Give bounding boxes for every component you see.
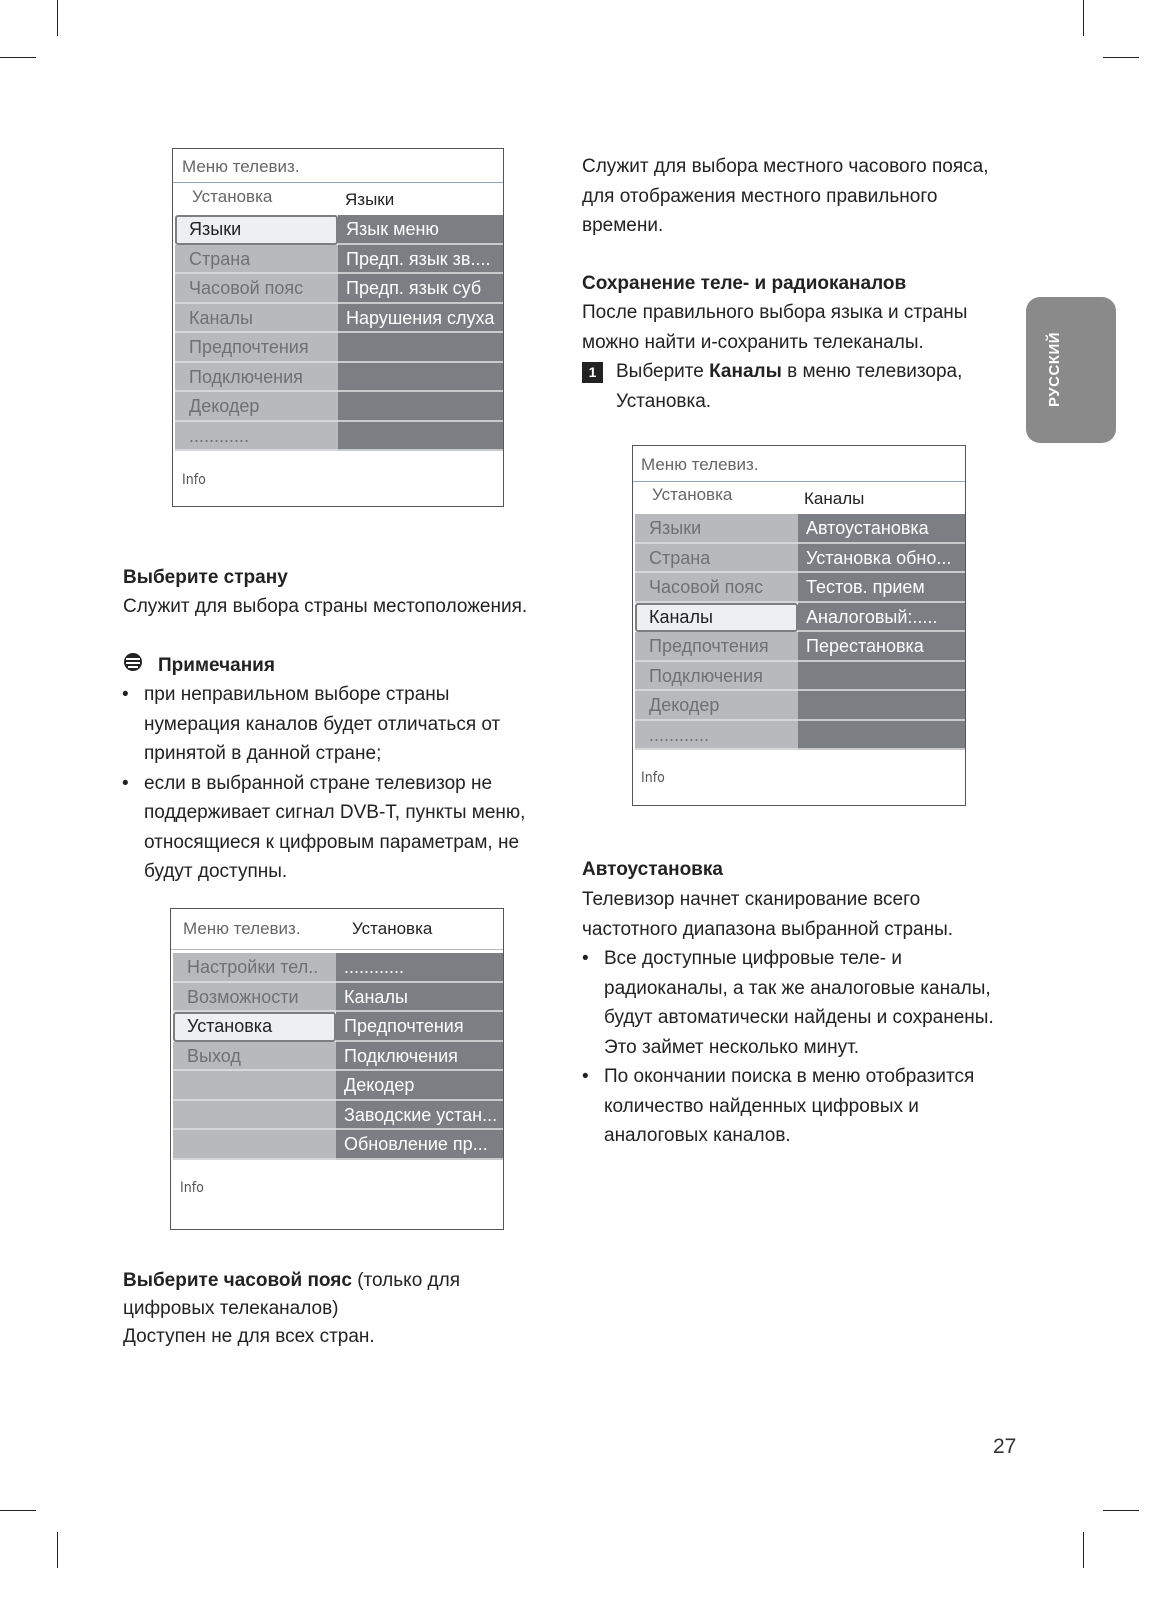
submenu-item[interactable]: Предпочтения	[336, 1012, 503, 1042]
menu-item-selected[interactable]: Установка	[173, 1012, 336, 1042]
submenu-item[interactable]	[338, 392, 503, 422]
menu-info: Info	[182, 472, 206, 488]
menu-title: Меню телевиз.	[641, 455, 759, 474]
menu-breadcrumb-right: Каналы	[804, 489, 865, 508]
menu-title-right: Установка	[352, 919, 433, 938]
step-1	[582, 357, 1002, 416]
note-item: • при неправильном выборе страны нумерация каналов будет отличаться от принятой в данной стране;	[122, 680, 542, 769]
menu-item[interactable]: ............	[635, 721, 798, 751]
submenu-item[interactable]: Язык меню	[338, 215, 503, 245]
crop-mark	[1103, 1510, 1139, 1511]
step-suffix: в меню телевизора, Установка.	[616, 361, 963, 412]
menu-divider	[633, 481, 965, 482]
submenu-item[interactable]	[798, 721, 965, 751]
submenu-item[interactable]	[338, 333, 503, 363]
submenu-item[interactable]: ............	[336, 953, 503, 983]
submenu-item[interactable]: Заводские устан...	[336, 1101, 503, 1131]
auto-text: Телевизор начнет сканирование всего частотного диапазона выбранной страны.	[582, 889, 954, 940]
menu-breadcrumb-left: Установка	[192, 187, 273, 206]
menu-item[interactable]: ............	[175, 422, 338, 452]
crop-mark	[1083, 0, 1084, 36]
page-number: 27	[993, 1435, 1017, 1458]
country-heading: Выберите страну	[123, 567, 288, 588]
menu-item[interactable]: Выход	[173, 1042, 336, 1072]
submenu-item[interactable]: Тестов. прием	[798, 573, 965, 603]
auto-bullet-item: • По окончании поиска в меню отобразится количество найденных цифровых и аналоговых каналов.	[582, 1062, 1012, 1151]
step-text	[582, 357, 1002, 416]
submenu-item[interactable]: Декодер	[336, 1071, 503, 1101]
menu-item[interactable]: Подключения	[175, 363, 338, 393]
tv-menu-channels	[632, 445, 966, 806]
menu-item[interactable]: Настройки тел..	[173, 953, 336, 983]
submenu-item[interactable]: Каналы	[336, 983, 503, 1013]
submenu-item[interactable]: Предп. язык суб	[338, 274, 503, 304]
menu-item[interactable]: Часовой пояс	[635, 573, 798, 603]
step-bold: Каналы	[709, 361, 782, 382]
menu-item-selected[interactable]: Языки	[175, 215, 338, 245]
step-prefix: Выберите	[616, 361, 710, 382]
submenu-item[interactable]	[798, 691, 965, 721]
menu-breadcrumb-right: Языки	[345, 190, 395, 209]
auto-heading: Автоустановка	[582, 859, 723, 880]
crop-mark	[57, 1532, 58, 1568]
menu-title: Меню телевиз.	[182, 157, 300, 176]
menu-item[interactable]: Возможности	[173, 983, 336, 1013]
submenu-item[interactable]	[798, 662, 965, 692]
submenu-item[interactable]: Предп. язык зв....	[338, 245, 503, 275]
menu-item[interactable]: Предпочтения	[635, 632, 798, 662]
notes-list	[122, 680, 542, 887]
submenu-item[interactable]	[338, 422, 503, 452]
menu-divider	[173, 182, 503, 183]
language-tab	[1026, 297, 1116, 443]
menu-item[interactable]: Декодер	[635, 691, 798, 721]
crop-mark	[57, 0, 58, 36]
menu-item[interactable]	[173, 1130, 336, 1160]
country-text: Служит для выбора страны местоположения.	[123, 596, 528, 617]
crop-mark	[1103, 57, 1139, 58]
timezone-text: Доступен не для всех стран.	[123, 1326, 375, 1347]
timezone-heading	[123, 1267, 543, 1323]
submenu-item[interactable]: Аналоговый:.....	[798, 603, 965, 633]
menu-info: Info	[180, 1180, 204, 1196]
menu-item[interactable]: Каналы	[175, 304, 338, 334]
menu-divider	[171, 949, 503, 950]
auto-bullet-item: • Все доступные цифровые теле- и радиоканалы, а так же аналоговые каналы, будут автоматически найдены и сохранены. Это займет несколько минут.	[582, 944, 1012, 1062]
tv-menu-languages	[172, 148, 504, 507]
submenu-item[interactable]: Перестановка	[798, 632, 965, 662]
crop-mark	[0, 1510, 36, 1511]
submenu-item[interactable]	[338, 363, 503, 393]
step-number: 1	[582, 362, 603, 383]
submenu-item[interactable]: Нарушения слуха	[338, 304, 503, 334]
menu-item[interactable]: Страна	[635, 544, 798, 574]
menu-item-selected[interactable]: Каналы	[635, 603, 798, 633]
submenu-item[interactable]: Подключения	[336, 1042, 503, 1072]
tv-menu-main	[170, 908, 504, 1230]
menu-item[interactable]: Страна	[175, 245, 338, 275]
notes-icon	[123, 652, 143, 672]
menu-item[interactable]: Декодер	[175, 392, 338, 422]
menu-title: Меню телевиз.	[183, 919, 301, 938]
menu-item[interactable]: Подключения	[635, 662, 798, 692]
timezone-description: Служит для выбора местного часового пояса, для отображения местного правильного времени.	[582, 156, 989, 236]
save-heading: Сохранение теле- и радиоканалов	[582, 273, 907, 294]
timezone-heading-suffix: (только для цифровых телеканалов)	[123, 1270, 460, 1319]
submenu-item[interactable]: Обновление пр...	[336, 1130, 503, 1160]
menu-item[interactable]: Предпочтения	[175, 333, 338, 363]
menu-item[interactable]: Часовой пояс	[175, 274, 338, 304]
menu-breadcrumb-left: Установка	[652, 485, 733, 504]
menu-item[interactable]	[173, 1071, 336, 1101]
menu-info: Info	[641, 770, 665, 786]
note-item: • если в выбранной стране телевизор не поддерживает сигнал DVB-T, пункты меню, относящиеся к цифровым параметрам, не будут доступны.	[122, 769, 542, 887]
menu-item[interactable]: Языки	[635, 514, 798, 544]
submenu-item[interactable]: Автоустановка	[798, 514, 965, 544]
crop-mark	[0, 57, 36, 58]
timezone-heading-bold: Выберите часовой пояс	[123, 1270, 352, 1291]
language-tab-label: РУССКИЙ	[1046, 331, 1063, 407]
crop-mark	[1083, 1532, 1084, 1568]
notes-heading: Примечания	[158, 655, 275, 676]
save-text: После правильного выбора языка и страны можно найти и-сохранить телеканалы.	[582, 302, 968, 353]
menu-item[interactable]	[173, 1101, 336, 1131]
auto-bullets	[582, 944, 1012, 1151]
submenu-item[interactable]: Установка обно...	[798, 544, 965, 574]
